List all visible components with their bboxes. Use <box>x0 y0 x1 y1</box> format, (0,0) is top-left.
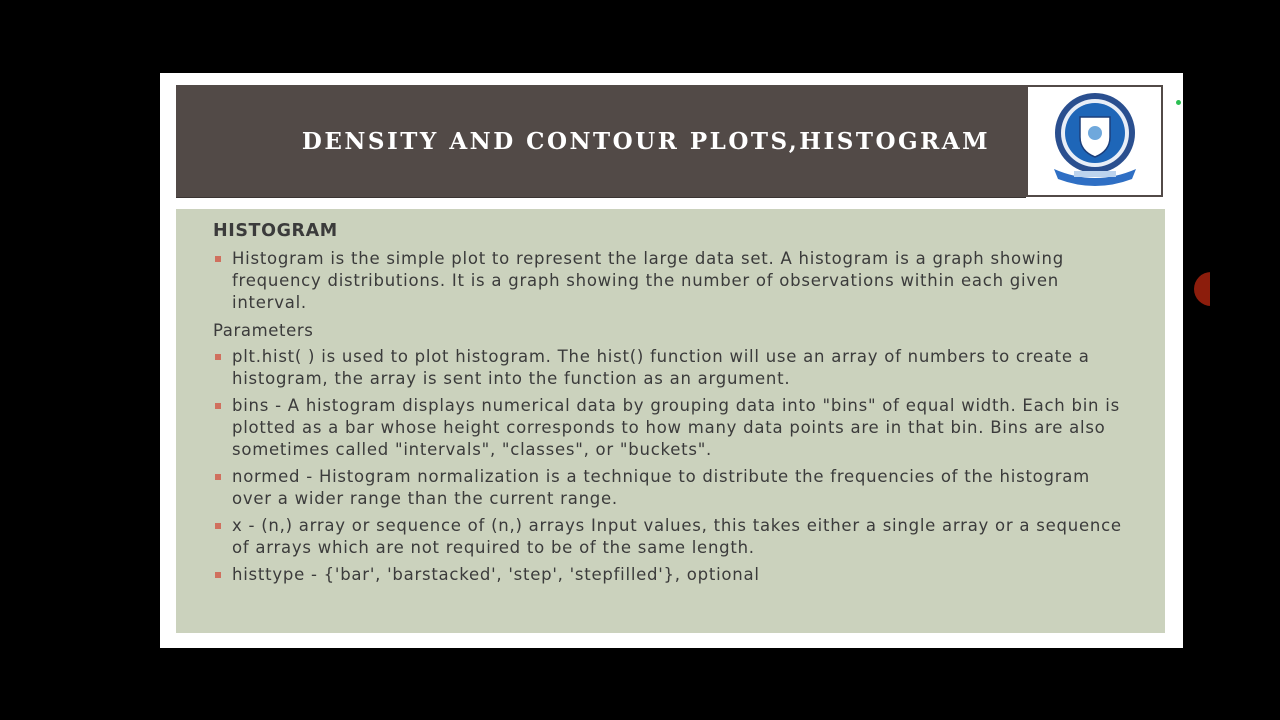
slide <box>160 73 1183 648</box>
list-item <box>213 564 1133 586</box>
bullet-text: plt.hist( ) is used to plot histogram. The hist() function will use an array of numbers to create a histogram, the array is sent into the function as an argument. <box>232 347 1090 388</box>
bullet-text: Histogram is the simple plot to represent the large data set. A histogram is a graph showing frequency distributions. It is a graph showing the number of observations within each given interval. <box>232 249 1064 312</box>
bullet-icon <box>215 572 221 578</box>
list-item <box>213 248 1133 314</box>
bullet-text: histtype - {'bar', 'barstacked', 'step', 'stepfilled'}, optional <box>232 565 760 584</box>
status-dot <box>1176 100 1181 105</box>
college-logo <box>1026 85 1163 197</box>
parameters-heading: Parameters <box>213 321 314 340</box>
list-item <box>213 466 1133 510</box>
bullet-text: normed - Histogram normalization is a technique to distribute the frequencies of the histogram over a wider range than the current range. <box>232 467 1090 508</box>
section-heading: HISTOGRAM <box>213 221 338 241</box>
list-item <box>213 515 1133 559</box>
list-item <box>213 346 1133 390</box>
bullet-text: x - (n,) array or sequence of (n,) arrays Input values, this takes either a single array or a sequence of arrays which are not required to be of the same length. <box>232 516 1122 557</box>
slide-title: DENSITY AND CONTOUR PLOTS,HISTOGRAM <box>301 127 991 155</box>
bullet-icon <box>215 523 221 529</box>
bullet-icon <box>215 354 221 360</box>
title-bar <box>176 85 1026 198</box>
bullet-icon <box>215 403 221 409</box>
college-emblem-icon <box>1046 91 1144 191</box>
list-item <box>213 395 1133 461</box>
parameters-list <box>213 346 1133 586</box>
bullet-icon <box>215 256 221 262</box>
intro-list <box>213 248 1133 314</box>
bullet-text: bins - A histogram displays numerical data by grouping data into "bins" of equal width. Each bin is plotted as a bar whose height corresponds to how many data points are in that bin. Bins are also sometimes called "intervals", "classes", or "buckets". <box>232 396 1120 459</box>
content-panel <box>176 209 1165 633</box>
bullet-icon <box>215 474 221 480</box>
